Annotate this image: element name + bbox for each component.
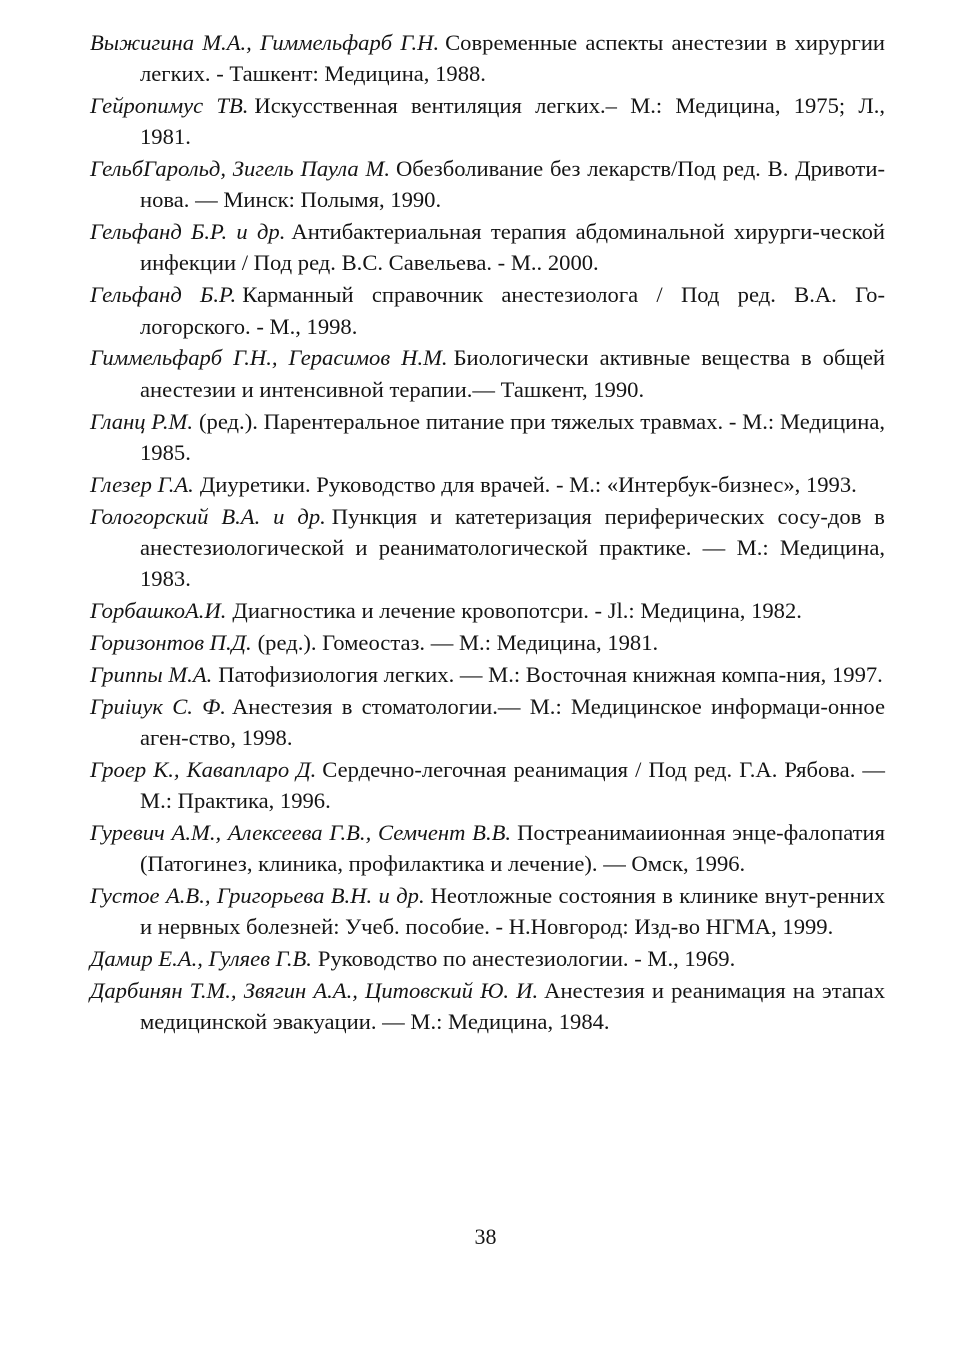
reference-entry	[90, 659, 885, 690]
reference-authors: ГельбГарольд, Зигель Паула М.	[90, 156, 390, 182]
reference-text: Искусственная вентиляция легких.– М.: Медицина, 1975; Л., 1981.	[140, 93, 885, 150]
reference-text: Антибактериальная терапия абдоминальной хирурги-ческой инфекции / Под ред. В.С. Савельева. - М.. 2000.	[140, 219, 885, 276]
reference-entry	[90, 943, 885, 974]
reference-entry	[90, 342, 885, 404]
reference-authors: Горизонтов П.Д.	[90, 629, 252, 655]
reference-authors: Дамир Е.А., Гуляев Г.В.	[90, 945, 312, 971]
reference-authors: Дарбинян Т.М., Звягин А.А., Цитовский Ю. И.	[90, 977, 539, 1003]
reference-text: Анестезия и реанимация на этапах медицинской эвакуации. — М.: Медицина, 1984.	[140, 977, 886, 1034]
reference-entry	[90, 754, 885, 816]
reference-entry	[90, 153, 885, 215]
reference-entry	[90, 975, 885, 1037]
reference-entry	[90, 817, 885, 879]
reference-text: Пункция и катетеризация периферических сосу-дов в анестезиологической и реаниматологической практике. — М.: Медицина, 1983.	[140, 503, 885, 591]
reference-text: Сердечно-легочная реанимация / Под ред. Г.А. Рябова. — М.: Практика, 1996.	[140, 756, 885, 813]
reference-text: Патофизиология легких. — М.: Восточная книжная компа-ния, 1997.	[218, 661, 883, 687]
reference-text: Биологически активные вещества в общей анестезии и интенсивной терапии.— Ташкент, 1990.	[140, 345, 885, 402]
reference-text: Диагностика и лечение кровопотсри. - Jl.: Медицина, 1982.	[232, 597, 802, 623]
reference-authors: Выжигина М.А., Гиммельфарб Г.Н.	[90, 30, 440, 55]
reference-text: Анестезия в стоматологии.— М.: Медицинское информаци-онное аген-ство, 1998.	[140, 693, 885, 750]
reference-entry	[90, 880, 885, 942]
reference-authors: ГорбашкоА.И.	[90, 597, 227, 623]
reference-entry	[90, 501, 885, 595]
reference-authors: Гейропимус ТВ.	[90, 93, 249, 119]
reference-authors: Гельфанд Б.Р.	[90, 282, 237, 308]
page-number: 38	[474, 1224, 497, 1249]
reference-entry	[90, 627, 885, 658]
reference-text: Руководство по анестезиологии. - М., 1969.	[317, 945, 736, 971]
reference-authors: Гиммельфарб Г.Н., Герасимов Н.М.	[90, 345, 448, 371]
reference-text: Постреанимаиионная энце-фалопатия (Патогинез, клиника, профилактика и лечение). — Омск, 1996.	[140, 819, 885, 876]
reference-text: (ред.). Гомеостаз. — М.: Медицина, 1981.	[257, 629, 659, 655]
reference-authors: Густое А.В., Григорьева В.Н. и др.	[90, 882, 425, 908]
reference-entry	[90, 691, 885, 753]
reference-entry	[90, 595, 885, 626]
reference-entry	[90, 406, 885, 468]
reference-entry	[90, 90, 885, 152]
reference-list	[90, 27, 885, 1038]
reference-entry	[90, 279, 885, 341]
reference-text: Карманный справочник анестезиолога / Под ред. В.А. Го-логорского. - М., 1998.	[140, 282, 885, 339]
reference-text: Обезболивание без лекарств/Под ред. В. Дривоти-нова. — Минск: Полымя, 1990.	[140, 156, 886, 213]
reference-text: Неотложные состояния в клинике внут-ренних и нервных болезней: Учеб. пособие. - Н.Новгород: Изд-во НГМА, 1999.	[140, 882, 885, 939]
reference-authors: Гриiuук С. Ф.	[90, 693, 226, 719]
reference-entry	[90, 469, 885, 500]
reference-entry	[90, 27, 885, 89]
reference-authors: Гланц Р.М.	[90, 408, 193, 434]
reference-authors: Гуревич А.М., Алексеева Г.В., Семчент В.В.	[90, 819, 512, 845]
reference-text: Диуретики. Руководство для врачей. - М.: «Интербук-бизнес», 1993.	[199, 471, 857, 497]
reference-text: (ред.). Парентеральное питание при тяжелых травмах. - М.: Медицина, 1985.	[140, 408, 885, 465]
reference-authors: Гологорский В.А. и др.	[90, 503, 326, 529]
reference-authors: Гриппы М.А.	[90, 661, 213, 687]
reference-entry	[90, 216, 885, 278]
reference-authors: Гроер К., Каваплаpo Д.	[90, 756, 317, 782]
reference-text: Современные аспекты анестезии в хирургии легких. - Ташкент: Медицина, 1988.	[140, 30, 885, 87]
reference-authors: Глезер Г.А.	[90, 471, 194, 497]
reference-authors: Гельфанд Б.Р. и др.	[90, 219, 286, 245]
